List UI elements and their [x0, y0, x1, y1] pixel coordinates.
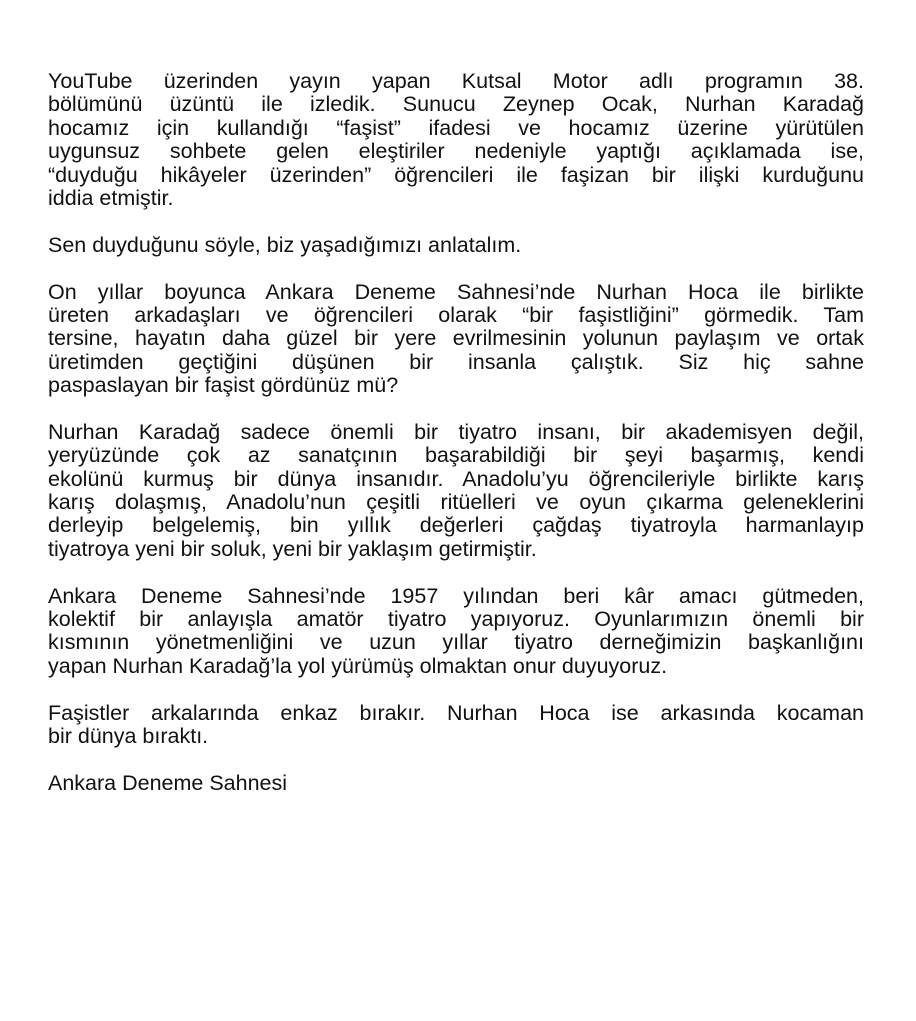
- paragraph-line: YouTube üzerinden yayın yapan Kutsal Motor adlı programın 38.: [48, 69, 864, 93]
- paragraph-line: üretimden geçtiğini düşünen bir insanla çalıştık. Siz hiç sahne: [48, 349, 864, 374]
- paragraph-2: [48, 234, 864, 257]
- paragraph-5: [48, 585, 864, 679]
- paragraph-line: yapan Nurhan Karadağ’la yol yürümüş olmaktan onur duyuyoruz.: [48, 653, 668, 678]
- paragraph-6: [48, 702, 864, 749]
- paragraph-3: [48, 281, 864, 398]
- paragraph-line: Faşistler arkalarında enkaz bırakır. Nurhan Hoca ise arkasında kocaman: [48, 700, 864, 725]
- paragraph-line: Nurhan Karadağ sadece önemli bir tiyatro insanı, bir akademisyen değil,: [48, 419, 864, 444]
- signature-text: Ankara Deneme Sahnesi: [48, 770, 288, 795]
- paragraph-line: On yıllar boyunca Ankara Deneme Sahnesi’nde Nurhan Hoca ile birlikte: [48, 279, 864, 304]
- paragraph-line: kısmının yönetmenliğini ve uzun yıllar tiyatro derneğimizin başkanlığını: [48, 630, 864, 655]
- paragraph-1: [48, 70, 864, 210]
- paragraph-line: kolektif bir anlayışla amatör tiyatro yapıyoruz. Oyunlarımızın önemli bir: [48, 606, 864, 631]
- paragraph-line: bölümünü üzüntü ile izledik. Sunucu Zeynep Ocak, Nurhan Karadağ: [48, 92, 864, 117]
- paragraph-line: paspaslayan bir faşist gördünüz mü?: [48, 373, 399, 398]
- paragraph-line: iddia etmiştir.: [48, 185, 174, 210]
- paragraph-4: [48, 421, 864, 561]
- paragraph-line: uygunsuz sohbete gelen eleştiriler nedeniyle yaptığı açıklamada ise,: [48, 139, 864, 164]
- paragraph-line: üreten arkadaşları ve öğrencileri olarak “bir faşistliğini” görmedik. Tam: [48, 302, 864, 327]
- paragraph-line: yeryüzünde çok az sanatçının başarabildiği bir şeyi başarmış, kendi: [48, 443, 864, 468]
- paragraph-line: tersine, hayatın daha güzel bir yere evrilmesinin yolunun paylaşım ve ortak: [48, 326, 864, 351]
- paragraph-line: “duyduğu hikâyeler üzerinden” öğrencileri ile faşizan bir ilişki kurduğunu: [48, 162, 864, 187]
- paragraph-line: hocamız için kullandığı “faşist” ifadesi ve hocamız üzerine yürütülen: [48, 115, 864, 140]
- paragraph-line: Sen duyduğunu söyle, biz yaşadığımızı anlatalım.: [48, 232, 522, 257]
- paragraph-line: karış dolaşmış, Anadolu’nun çeşitli ritüelleri ve oyun çıkarma geleneklerini: [48, 490, 864, 515]
- paragraph-line: ekolünü kurmuş bir dünya insanıdır. Anadolu’yu öğrencileriyle birlikte karış: [48, 466, 864, 491]
- paragraph-line: bir dünya bıraktı.: [48, 723, 209, 748]
- paragraph-line: derleyip belgelemiş, bin yıllık değerleri çağdaş tiyatroyla harmanlayıp: [48, 513, 864, 538]
- paragraph-line: Ankara Deneme Sahnesi’nde 1957 yılından beri kâr amacı gütmeden,: [48, 583, 864, 608]
- statement-document: [48, 70, 864, 795]
- paragraph-line: tiyatroya yeni bir soluk, yeni bir yaklaşım getirmiştir.: [48, 536, 537, 561]
- signature: [48, 772, 864, 795]
